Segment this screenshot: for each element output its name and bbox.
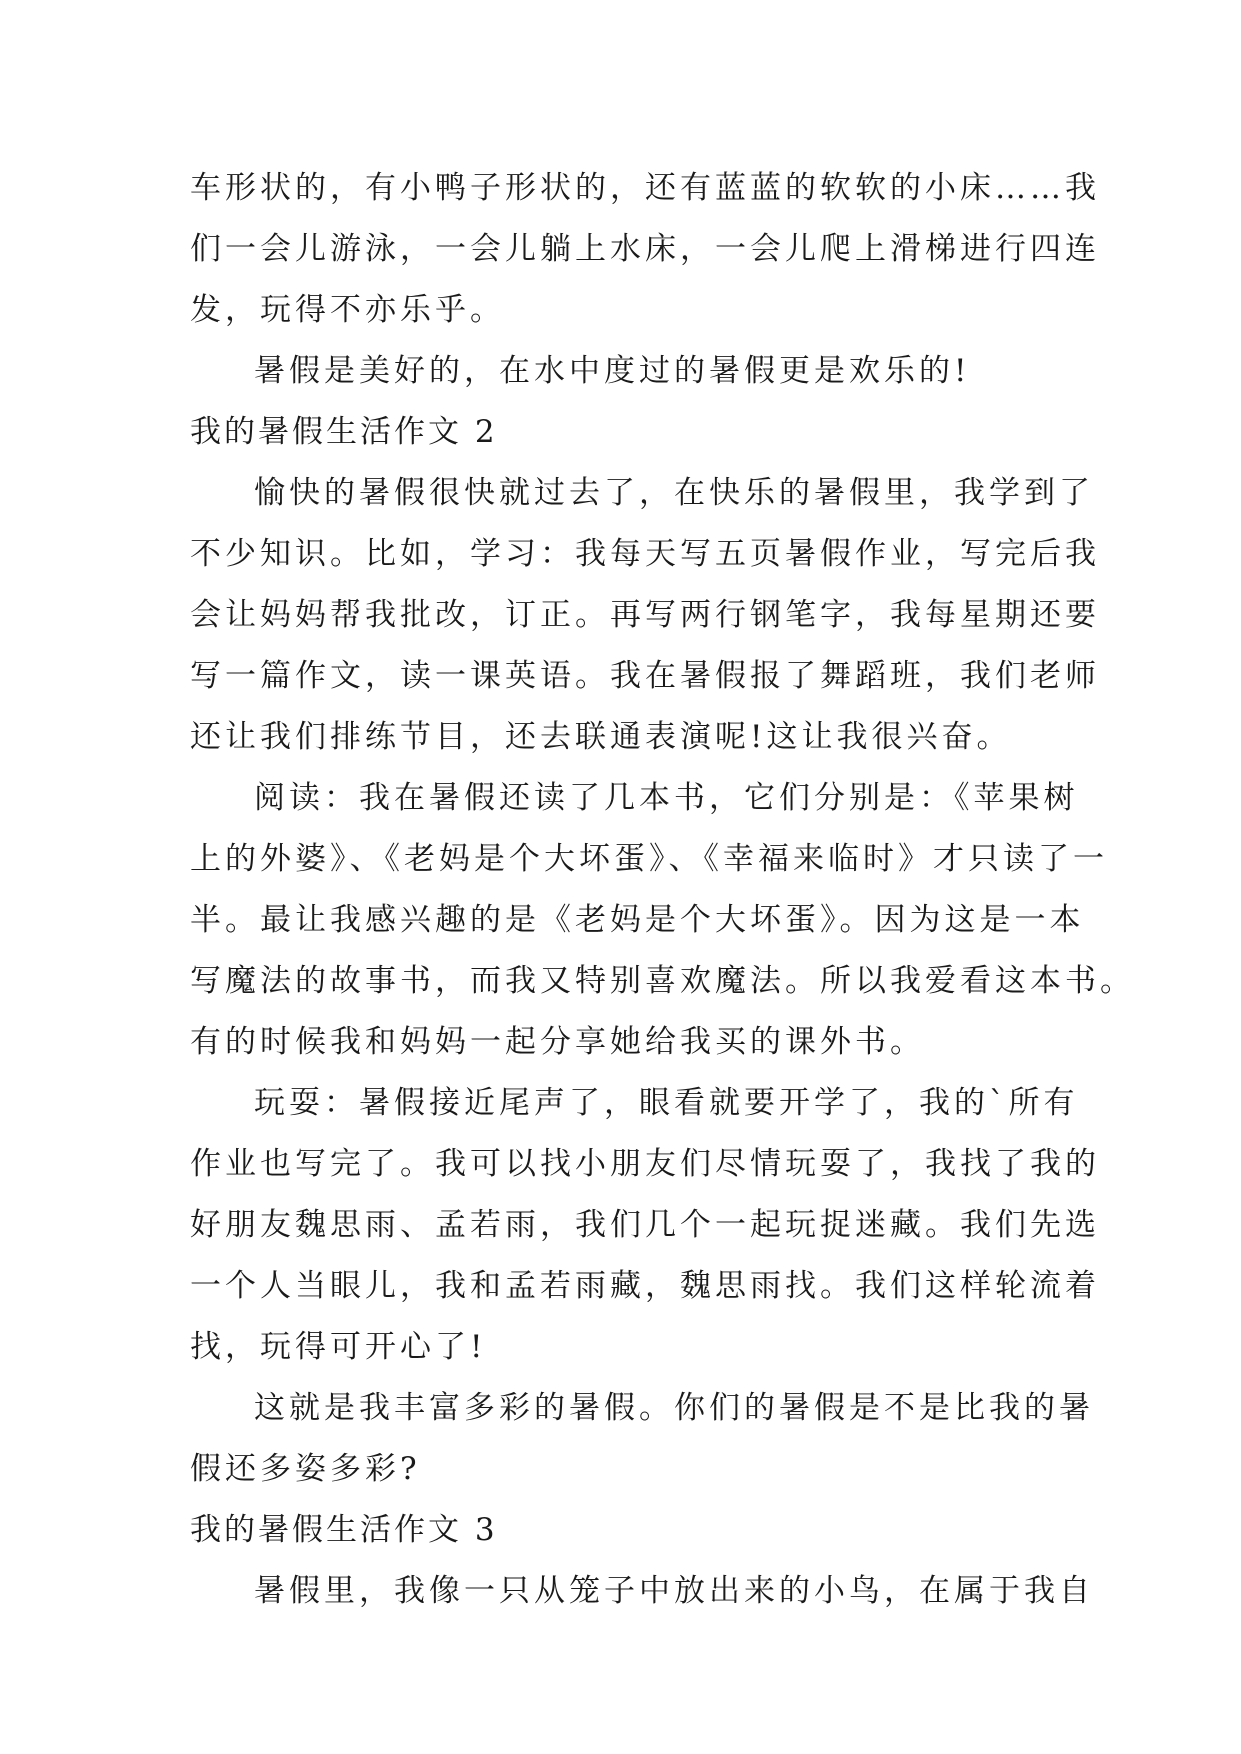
document-page (190, 158, 1135, 1622)
text-line: 不少知识。比如，学习：我每天写五页暑假作业，写完后我 (190, 536, 1100, 572)
text-line: 们一会儿游泳，一会儿躺上水床，一会儿爬上滑梯进行四连 (190, 231, 1100, 267)
paragraph-first-line: 玩耍：暑假接近尾声了，眼看就要开学了，我的`所有 (254, 1085, 1079, 1121)
text-line: 半。最让我感兴趣的是《老妈是个大坏蛋》。因为这是一本 (190, 902, 1085, 938)
section-heading: 我的暑假生活作文 2 (190, 414, 498, 450)
text-line: 还让我们排练节目，还去联通表演呢!这让我很兴奋。 (190, 719, 1012, 755)
text-line: 车形状的，有小鸭子形状的，还有蓝蓝的软软的小床……我 (190, 170, 1100, 206)
text-line: 作业也写完了。我可以找小朋友们尽情玩耍了，我找了我的 (190, 1146, 1100, 1182)
text-line: 一个人当眼儿，我和孟若雨藏，魏思雨找。我们这样轮流着 (190, 1268, 1100, 1304)
paragraph-first-line: 暑假是美好的，在水中度过的暑假更是欢乐的! (254, 353, 971, 389)
text-line: 会让妈妈帮我批改，订正。再写两行钢笔字，我每星期还要 (190, 597, 1100, 633)
text-line: 找，玩得可开心了! (190, 1329, 487, 1365)
text-line: 写魔法的故事书，而我又特别喜欢魔法。所以我爱看这本书。 (190, 963, 1135, 999)
text-line: 写一篇作文，读一课英语。我在暑假报了舞蹈班，我们老师 (190, 658, 1100, 694)
paragraph-first-line: 这就是我丰富多彩的暑假。你们的暑假是不是比我的暑 (254, 1390, 1094, 1426)
text-line: 假还多姿多彩? (190, 1451, 421, 1487)
section-heading: 我的暑假生活作文 3 (190, 1512, 498, 1548)
paragraph-first-line: 愉快的暑假很快就过去了，在快乐的暑假里，我学到了 (254, 475, 1094, 511)
text-line: 有的时候我和妈妈一起分享她给我买的课外书。 (190, 1024, 925, 1060)
paragraph-first-line: 暑假里，我像一只从笼子中放出来的小鸟，在属于我自 (254, 1573, 1094, 1609)
text-line: 发，玩得不亦乐乎。 (190, 292, 505, 328)
text-line: 上的外婆》、《老妈是个大坏蛋》、《幸福来临时》才只读了一 (190, 841, 1108, 877)
text-line: 好朋友魏思雨、孟若雨，我们几个一起玩捉迷藏。我们先选 (190, 1207, 1100, 1243)
paragraph-first-line: 阅读：我在暑假还读了几本书，它们分别是：《苹果树 (254, 780, 1079, 816)
